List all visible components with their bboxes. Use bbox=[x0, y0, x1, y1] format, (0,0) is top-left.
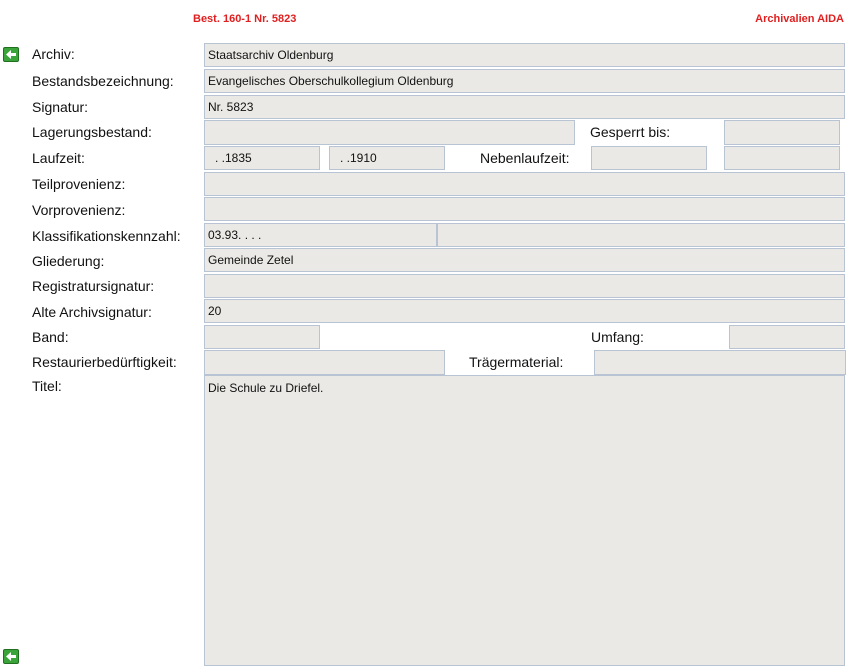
back-arrow-icon-bottom[interactable] bbox=[3, 649, 19, 664]
lagerung-field[interactable] bbox=[204, 120, 575, 145]
back-arrow-icon[interactable] bbox=[3, 47, 19, 62]
gesperrt-field[interactable] bbox=[724, 120, 840, 145]
teilprovenienz-label: Teilprovenienz: bbox=[32, 176, 126, 192]
signatur-field[interactable]: Nr. 5823 bbox=[204, 95, 845, 119]
band-label: Band: bbox=[32, 329, 69, 345]
gliederung-field[interactable]: Gemeinde Zetel bbox=[204, 248, 845, 272]
record-reference: Best. 160-1 Nr. 5823 bbox=[193, 13, 297, 25]
klassifikation-text-field[interactable] bbox=[437, 223, 845, 247]
laufzeit-label: Laufzeit: bbox=[32, 150, 85, 166]
klassifikation-code-field[interactable]: 03.93. . . . bbox=[204, 223, 437, 247]
archiv-field[interactable]: Staatsarchiv Oldenburg bbox=[204, 43, 845, 67]
signatur-label: Signatur: bbox=[32, 99, 89, 115]
registratur-field[interactable] bbox=[204, 274, 845, 298]
gliederung-label: Gliederung: bbox=[32, 253, 105, 269]
restaurierung-label: Restaurierbedürftigkeit: bbox=[32, 354, 177, 370]
bestand-field[interactable]: Evangelisches Oberschulkollegium Oldenburg bbox=[204, 69, 845, 93]
alte-signatur-label: Alte Archivsignatur: bbox=[32, 304, 152, 320]
titel-label: Titel: bbox=[32, 378, 62, 394]
vorprovenienz-label: Vorprovenienz: bbox=[32, 202, 126, 218]
vorprovenienz-field[interactable] bbox=[204, 197, 845, 221]
restaurierung-field[interactable] bbox=[204, 350, 445, 375]
laufzeit-from-field[interactable]: . .1835 bbox=[204, 146, 320, 170]
nebenlaufzeit-field[interactable] bbox=[591, 146, 707, 170]
nebenlaufzeit-label: Nebenlaufzeit: bbox=[480, 150, 570, 166]
titel-field[interactable]: Die Schule zu Driefel. bbox=[204, 375, 845, 666]
umfang-field[interactable] bbox=[729, 325, 845, 349]
app-title: Archivalien AIDA bbox=[755, 13, 844, 25]
laufzeit-to-field[interactable]: . .1910 bbox=[329, 146, 445, 170]
klassifikation-label: Klassifikationskennzahl: bbox=[32, 228, 181, 244]
alte-signatur-field[interactable]: 20 bbox=[204, 299, 845, 323]
traegermaterial-field[interactable] bbox=[594, 350, 846, 375]
band-field[interactable] bbox=[204, 325, 320, 349]
umfang-label: Umfang: bbox=[591, 329, 644, 345]
registratur-label: Registratursignatur: bbox=[32, 278, 155, 294]
lagerung-label: Lagerungsbestand: bbox=[32, 124, 152, 140]
nebenlaufzeit-extra-field[interactable] bbox=[724, 146, 840, 170]
bestand-label: Bestandsbezeichnung: bbox=[32, 73, 174, 89]
traegermaterial-label: Trägermaterial: bbox=[469, 354, 564, 370]
archiv-label: Archiv: bbox=[32, 46, 75, 62]
teilprovenienz-field[interactable] bbox=[204, 172, 845, 196]
gesperrt-label: Gesperrt bis: bbox=[590, 124, 671, 140]
